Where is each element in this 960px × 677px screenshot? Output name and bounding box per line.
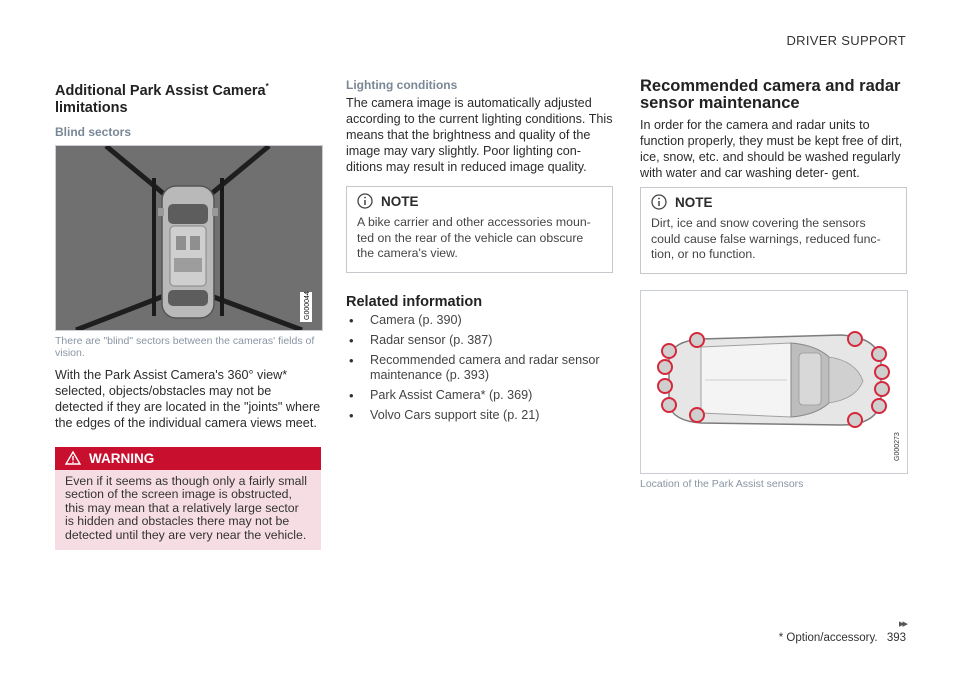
paragraph-360-view: With the Park Assist Camera's 360° view* selected, objects/obstacles may not be detected if they are located in the "joints" where the edges of the individual camera views meet. — [55, 367, 321, 430]
continue-arrows-icon: ▸▸ — [898, 618, 906, 630]
related-links-list — [346, 313, 613, 424]
paragraph-lighting: The camera image is automatically adjusted according to the current lighting conditions. This means that the brightness and quality of the image may vary slightly. Poor lighting con- ditions may result in reduced image quality. — [346, 96, 613, 174]
car-top-view-blind-sectors-image — [56, 146, 322, 330]
sensor-rear-side-right — [690, 408, 704, 422]
sensor-rear-2 — [658, 360, 672, 374]
figure-caption-sensors: Location of the Park Assist sensors — [640, 477, 804, 490]
note-box-dirt-ice — [640, 187, 907, 274]
subheading-lighting-conditions: Lighting conditions — [346, 78, 458, 92]
note-text: A bike carrier and other accessories moun- ted on the rear of the vehicle can obscure the camera's view. — [357, 215, 591, 260]
warning-label: WARNING — [89, 450, 155, 466]
svg-text:G000044: G000044 — [304, 291, 311, 320]
info-circle-icon — [357, 193, 373, 209]
column-right — [640, 78, 907, 490]
column-middle — [346, 78, 613, 428]
related-link-camera[interactable]: • Camera (p. 390) — [346, 313, 613, 329]
related-link-park-assist-camera[interactable]: • Park Assist Camera* (p. 369) — [346, 388, 613, 404]
footer — [779, 632, 906, 644]
note-box-bike-carrier — [346, 186, 613, 273]
warning-text: Even if it seems as though only a fairly small section of the screen image is obstructed, this may mean that a relatively large sector is hidden and obstacles there may not be detected until they are very near the vehicle. — [65, 473, 307, 542]
warning-triangle-icon — [65, 451, 81, 465]
note-header — [651, 194, 896, 210]
related-information-title: Related information — [346, 293, 483, 310]
figure-blind-sectors — [55, 145, 323, 331]
sensor-rear-1 — [662, 344, 676, 358]
sensor-front-4 — [872, 399, 886, 413]
column-left — [55, 78, 321, 550]
sensor-front-side-left — [848, 332, 862, 346]
sensor-rear-3 — [658, 379, 672, 393]
note-label: NOTE — [675, 194, 713, 210]
car-sensor-locations-image — [641, 291, 907, 473]
footnote-option-accessory: * Option/accessory. — [778, 632, 878, 644]
section-title-maintenance: Recommended camera and radar sensor maintenance — [640, 77, 901, 112]
sensor-front-3 — [875, 382, 889, 396]
related-link-radar-sensor[interactable]: • Radar sensor (p. 387) — [346, 333, 613, 349]
running-header: DRIVER SUPPORT — [786, 33, 906, 48]
related-link-support-site[interactable]: • Volvo Cars support site (p. 21) — [346, 408, 613, 424]
warning-box — [55, 447, 321, 551]
note-header — [357, 193, 602, 209]
sensor-front-2 — [875, 365, 889, 379]
page-number: 393 — [886, 632, 906, 644]
related-link-maintenance[interactable]: • Recommended camera and radar sensor maintenance (p. 393) — [346, 353, 613, 384]
sensor-rear-side-left — [690, 333, 704, 347]
sensor-front-side-right — [848, 413, 862, 427]
sensor-rear-4 — [662, 398, 676, 412]
sensor-front-1 — [872, 347, 886, 361]
subheading-blind-sectors: Blind sectors — [55, 124, 132, 139]
info-circle-icon — [651, 194, 667, 210]
figure-park-assist-sensors — [640, 290, 908, 474]
note-text: Dirt, ice and snow covering the sensors could cause false warnings, reduced func- tion, or no function. — [651, 216, 881, 261]
warning-header — [55, 447, 321, 470]
figure-caption-blind-sectors: There are "blind" sectors between the cameras' fields of vision. — [55, 334, 315, 359]
paragraph-maintenance: In order for the camera and radar units to function properly, they must be kept free of dirt, ice, snow, etc. and should be washed regularly with water and car washing deter- gent. — [640, 118, 903, 180]
car-body — [158, 186, 218, 318]
figure-code: G000273 — [894, 431, 901, 461]
note-label: NOTE — [381, 193, 419, 209]
section-title-limitations: Additional Park Assist Camera* limitations — [55, 82, 269, 116]
